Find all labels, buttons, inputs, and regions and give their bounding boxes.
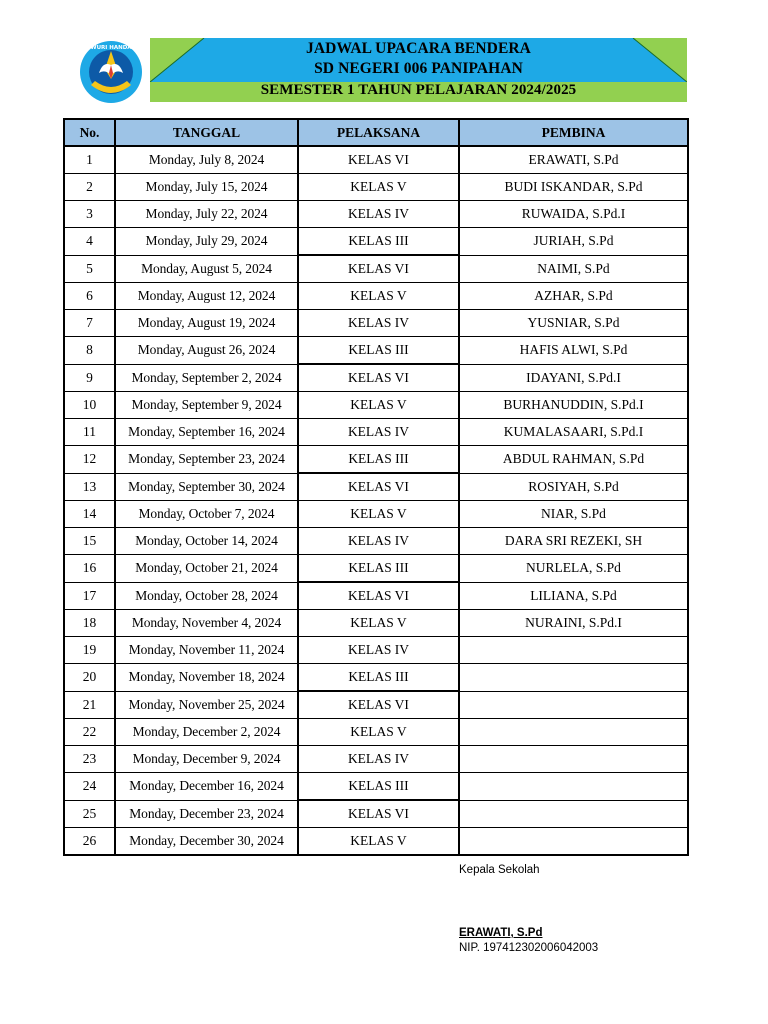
row-pelaksana: KELAS III — [298, 664, 459, 692]
row-pelaksana: KELAS VI — [298, 800, 459, 828]
row-pelaksana: KELAS V — [298, 501, 459, 528]
table-row — [64, 528, 688, 555]
row-pelaksana: KELAS V — [298, 392, 459, 419]
schedule-table — [63, 118, 689, 856]
row-number: 6 — [64, 283, 115, 310]
row-pelaksana: KELAS IV — [298, 419, 459, 446]
semester-label: SEMESTER 1 TAHUN PELAJARAN 2024/2025 — [260, 82, 577, 98]
row-date: Monday, September 9, 2024 — [115, 392, 298, 419]
row-number: 4 — [64, 228, 115, 256]
row-pembina: NURAINI, S.Pd.I — [459, 610, 688, 637]
row-pelaksana: KELAS III — [298, 446, 459, 474]
row-pembina: IDAYANI, S.Pd.I — [459, 364, 688, 392]
row-date: Monday, October 28, 2024 — [115, 582, 298, 610]
table-row — [64, 691, 688, 719]
column-header-pembina: PEMBINA — [459, 119, 688, 146]
table-row — [64, 283, 688, 310]
row-pembina: NAIMI, S.Pd — [459, 255, 688, 283]
row-date: Monday, November 25, 2024 — [115, 691, 298, 719]
table-row — [64, 419, 688, 446]
row-pembina: ROSIYAH, S.Pd — [459, 473, 688, 501]
row-date: Monday, August 5, 2024 — [115, 255, 298, 283]
row-number: 20 — [64, 664, 115, 692]
row-pembina: ABDUL RAHMAN, S.Pd — [459, 446, 688, 474]
signature-name: ERAWATI, S.Pd — [459, 927, 543, 939]
row-pembina: HAFIS ALWI, S.Pd — [459, 337, 688, 365]
table-row — [64, 364, 688, 392]
row-number: 11 — [64, 419, 115, 446]
column-header-pelaksana: PELAKSANA — [298, 119, 459, 146]
row-pelaksana: KELAS VI — [298, 691, 459, 719]
table-row — [64, 310, 688, 337]
signature-nip: NIP. 197412302006042003 — [459, 942, 599, 954]
row-pelaksana: KELAS IV — [298, 528, 459, 555]
table-row — [64, 446, 688, 474]
row-pembina: YUSNIAR, S.Pd — [459, 310, 688, 337]
signature-title: Kepala Sekolah — [459, 864, 540, 876]
row-number: 16 — [64, 555, 115, 583]
row-pelaksana: KELAS V — [298, 610, 459, 637]
table-row — [64, 337, 688, 365]
row-pembina: RUWAIDA, S.Pd.I — [459, 201, 688, 228]
row-pelaksana: KELAS VI — [298, 255, 459, 283]
row-number: 13 — [64, 473, 115, 501]
row-date: Monday, October 14, 2024 — [115, 528, 298, 555]
row-date: Monday, December 9, 2024 — [115, 746, 298, 773]
document-title: JADWAL UPACARA BENDERA — [306, 40, 531, 57]
row-pembina: BURHANUDDIN, S.Pd.I — [459, 392, 688, 419]
row-pembina — [459, 746, 688, 773]
row-date: Monday, December 16, 2024 — [115, 773, 298, 801]
row-pelaksana: KELAS V — [298, 174, 459, 201]
table-row — [64, 146, 688, 174]
row-number: 9 — [64, 364, 115, 392]
row-pelaksana: KELAS VI — [298, 582, 459, 610]
row-number: 10 — [64, 392, 115, 419]
row-number: 23 — [64, 746, 115, 773]
row-number: 21 — [64, 691, 115, 719]
row-date: Monday, September 16, 2024 — [115, 419, 298, 446]
row-pelaksana: KELAS IV — [298, 746, 459, 773]
row-number: 15 — [64, 528, 115, 555]
row-date: Monday, August 19, 2024 — [115, 310, 298, 337]
row-pembina — [459, 828, 688, 856]
row-number: 2 — [64, 174, 115, 201]
row-number: 25 — [64, 800, 115, 828]
row-pelaksana: KELAS III — [298, 337, 459, 365]
row-date: Monday, November 18, 2024 — [115, 664, 298, 692]
row-number: 8 — [64, 337, 115, 365]
row-pembina — [459, 773, 688, 801]
row-number: 24 — [64, 773, 115, 801]
table-row — [64, 610, 688, 637]
row-pelaksana: KELAS III — [298, 555, 459, 583]
row-pelaksana: KELAS IV — [298, 310, 459, 337]
row-date: Monday, July 15, 2024 — [115, 174, 298, 201]
column-header-tanggal: TANGGAL — [115, 119, 298, 146]
row-pembina — [459, 637, 688, 664]
row-pembina: LILIANA, S.Pd — [459, 582, 688, 610]
table-row — [64, 800, 688, 828]
table-row — [64, 201, 688, 228]
row-number: 18 — [64, 610, 115, 637]
row-pelaksana: KELAS IV — [298, 637, 459, 664]
row-pembina: BUDI ISKANDAR, S.Pd — [459, 174, 688, 201]
table-row — [64, 582, 688, 610]
row-date: Monday, November 4, 2024 — [115, 610, 298, 637]
row-date: Monday, November 11, 2024 — [115, 637, 298, 664]
table-row — [64, 773, 688, 801]
table-row — [64, 174, 688, 201]
row-number: 22 — [64, 719, 115, 746]
row-pembina: AZHAR, S.Pd — [459, 283, 688, 310]
row-number: 1 — [64, 146, 115, 174]
row-number: 26 — [64, 828, 115, 856]
header-banner — [150, 38, 687, 102]
row-date: Monday, December 23, 2024 — [115, 800, 298, 828]
logo-motto: TUT WURI HANDAYANI — [77, 45, 145, 51]
row-pelaksana: KELAS VI — [298, 473, 459, 501]
row-number: 12 — [64, 446, 115, 474]
school-name: SD NEGERI 006 PANIPAHAN — [314, 60, 523, 77]
row-date: Monday, September 30, 2024 — [115, 473, 298, 501]
row-pembina: NIAR, S.Pd — [459, 501, 688, 528]
row-date: Monday, July 8, 2024 — [115, 146, 298, 174]
row-pembina: JURIAH, S.Pd — [459, 228, 688, 256]
row-date: Monday, September 23, 2024 — [115, 446, 298, 474]
row-pembina: ERAWATI, S.Pd — [459, 146, 688, 174]
row-date: Monday, October 21, 2024 — [115, 555, 298, 583]
row-date: Monday, July 22, 2024 — [115, 201, 298, 228]
row-number: 19 — [64, 637, 115, 664]
row-date: Monday, August 26, 2024 — [115, 337, 298, 365]
row-pembina: NURLELA, S.Pd — [459, 555, 688, 583]
table-row — [64, 664, 688, 692]
row-pelaksana: KELAS III — [298, 228, 459, 256]
row-pelaksana: KELAS V — [298, 719, 459, 746]
row-pelaksana: KELAS V — [298, 828, 459, 856]
row-date: Monday, December 30, 2024 — [115, 828, 298, 856]
row-number: 17 — [64, 582, 115, 610]
table-row — [64, 473, 688, 501]
row-number: 3 — [64, 201, 115, 228]
row-pembina — [459, 800, 688, 828]
table-row — [64, 501, 688, 528]
table-row — [64, 719, 688, 746]
table-header-row — [64, 119, 688, 146]
row-date: Monday, October 7, 2024 — [115, 501, 298, 528]
column-header-no: No. — [64, 119, 115, 146]
row-date: Monday, December 2, 2024 — [115, 719, 298, 746]
row-number: 5 — [64, 255, 115, 283]
row-pembina — [459, 664, 688, 692]
table-row — [64, 828, 688, 856]
row-date: Monday, September 2, 2024 — [115, 364, 298, 392]
row-pelaksana: KELAS VI — [298, 364, 459, 392]
row-pelaksana: KELAS III — [298, 773, 459, 801]
table-row — [64, 392, 688, 419]
row-pembina — [459, 691, 688, 719]
row-date: Monday, August 12, 2024 — [115, 283, 298, 310]
row-pembina — [459, 719, 688, 746]
row-pembina: DARA SRI REZEKI, SH — [459, 528, 688, 555]
table-row — [64, 746, 688, 773]
row-pelaksana: KELAS V — [298, 283, 459, 310]
table-row — [64, 555, 688, 583]
table-row — [64, 255, 688, 283]
row-date: Monday, July 29, 2024 — [115, 228, 298, 256]
table-row — [64, 228, 688, 256]
row-number: 7 — [64, 310, 115, 337]
table-row — [64, 637, 688, 664]
row-pelaksana: KELAS IV — [298, 201, 459, 228]
row-pelaksana: KELAS VI — [298, 146, 459, 174]
row-pembina: KUMALASAARI, S.Pd.I — [459, 419, 688, 446]
tut-wuri-handayani-logo — [77, 39, 145, 105]
row-number: 14 — [64, 501, 115, 528]
